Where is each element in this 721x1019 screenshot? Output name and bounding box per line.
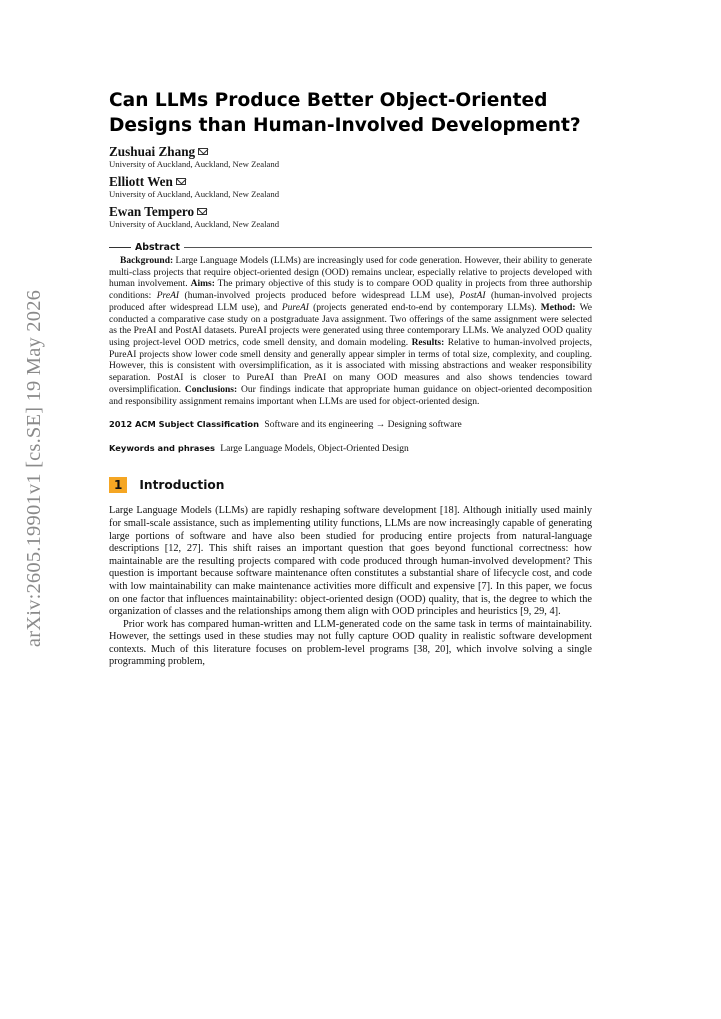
abstract-text: Background: Large Language Models (LLMs) are increasingly used for code generation. However, their ability to generate multi-class projects that require object-oriented design (OOD) remains unclear, especially relative to projects developed with human involvement. Aims: The primary objective of this study is to compare OOD quality in projects from three authorship conditions: PreAI (human-involved projects produced before widespread LLM use), PostAI (human-involved projects produced after widespread LLM use), and PureAI (projects generated end-to-end by contemporary LLMs). Method: We conducted a comparative case study on a postgraduate Java assignment. Two offerings of the same assignment were selected as the PreAI and PostAI datasets. PureAI projects were generated using three contemporary LLMs. We analyzed OOD quality using project-level OOD metrics, code smell density, and domain modeling. Results: Relative to human-involved projects, PureAI projects show lower code smell density and generally appear simpler in terms of total size, complexity, and coupling. However, this is consistent with oversimplification, as it is associated with missing abstractions and weaker responsibility separation. PostAI is closer to PureAI than PreAI on many OOD measures and also shows tendencies toward oversimplification. Conclusions: Our findings indicate that appropriate human guidance on object-oriented decomposition and responsibility assignment remains important when LLMs are used for object-oriented design. (109, 256, 592, 407)
aims-label: Aims: (190, 279, 215, 290)
keywords (109, 442, 592, 455)
method-label: Method: (540, 302, 576, 313)
abstract-label: Abstract (135, 242, 181, 253)
conclusions-label: Conclusions: (184, 384, 238, 395)
author-name: Ewan Tempero (109, 205, 592, 219)
author-block (109, 175, 592, 200)
envelope-icon[interactable] (197, 208, 207, 215)
title-line-2: Designs than Human-Involved Development? (109, 115, 581, 136)
section-number: 1 (109, 477, 127, 493)
section-heading (109, 477, 592, 493)
intro-paragraph-1: Large Language Models (LLMs) are rapidly reshaping software development [18]. Although initially used mainly for small-scale assistance, such as implementing utility functions, LLMs are now increasingly capable of generating large portions of software and have also been studied for producing entire projects from natural-language descriptions [12, 27]. This shift raises an important question that goes beyond functional correctness: how maintainable are the resulting projects compared with code produced through human-involved development? This question is important because software maintenance often constitutes a substantial share of lifecycle cost, and code with low maintainability can make maintenance activities more difficult and expensive [7]. In this paper, we focus on one factor that influences maintainability: object-oriented design (OOD) quality, that is, the degree to which the organization of classes and the relationships among them align with OOD principles and heuristics [9, 29, 4]. (109, 505, 592, 618)
author-affiliation: University of Auckland, Auckland, New Zealand (109, 159, 280, 169)
author-block (109, 205, 592, 230)
ccs-label: 2012 ACM Subject Classification (109, 419, 260, 430)
abstract-heading (109, 242, 592, 253)
section-title: Introduction (139, 478, 225, 493)
arxiv-identifier: arXiv:2605.19901v1 [cs.SE] 19 May 2026 (23, 289, 46, 648)
paper-title (109, 88, 592, 138)
preai-term: PreAI (156, 291, 180, 302)
postai-term: PostAI (459, 291, 486, 302)
title-line-1: Can LLMs Produce Better Object-Oriented (109, 90, 548, 111)
paper-page (109, 88, 592, 669)
author-affiliation: University of Auckland, Auckland, New Zealand (109, 189, 280, 199)
abstract-rule-right (184, 247, 592, 248)
results-label: Results: (411, 338, 445, 349)
envelope-icon[interactable] (176, 178, 186, 185)
author-block (109, 145, 592, 170)
abstract-rule-left (109, 247, 131, 248)
envelope-icon[interactable] (198, 148, 208, 155)
background-label: Background: (120, 256, 174, 266)
author-name: Elliott Wen (109, 175, 592, 189)
keywords-value: Large Language Models, Object-Oriented Design (220, 444, 409, 455)
author-affiliation: University of Auckland, Auckland, New Zealand (109, 219, 280, 229)
pureai-term: PureAI (281, 302, 309, 313)
acm-classification (109, 418, 592, 431)
ccs-value: Software and its engineering → Designing software (264, 420, 462, 431)
keywords-label: Keywords and phrases (109, 443, 215, 454)
arxiv-sidebar (22, 289, 48, 648)
author-name: Zushuai Zhang (109, 145, 592, 159)
intro-paragraph-2: Prior work has compared human-written and LLM-generated code on the same task in terms of maintainability. However, the settings used in these studies may not fully capture OOD quality in realistic software development contexts. Much of this literature focuses on problem-level programs [38, 20], which involve solving a single programming problem, (109, 618, 592, 668)
